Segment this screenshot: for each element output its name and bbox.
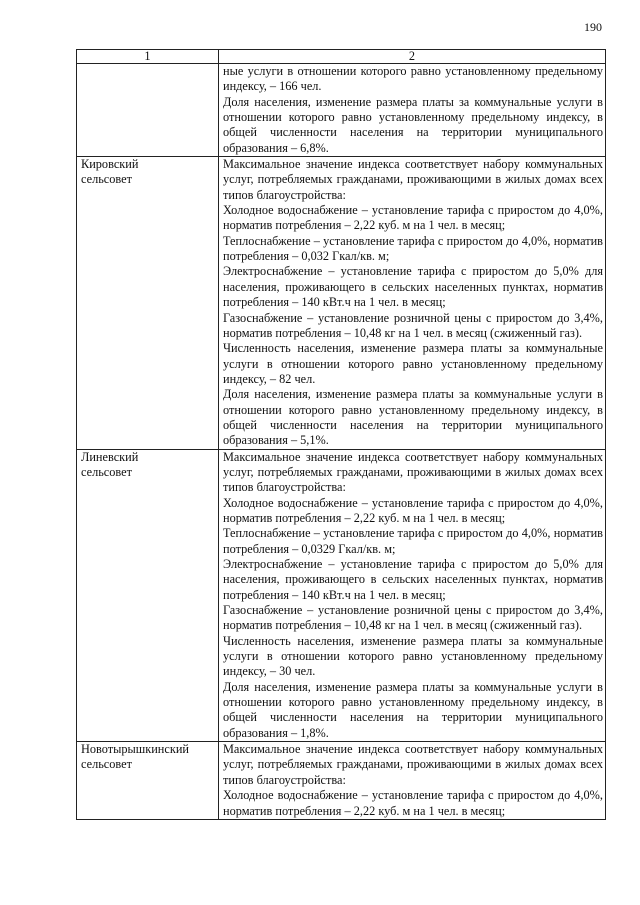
paragraph: Максимальное значение индекса соответствует набору коммунальных услуг, потребляемых гражданами, проживающими в жилых домах всех типов благоустройства:	[223, 157, 603, 202]
locality-cell	[77, 64, 219, 157]
locality-cell	[77, 449, 219, 742]
page-number: 190	[584, 20, 602, 34]
paragraph: Доля населения, изменение размера платы за коммунальные услуги в отношении которого равно установленному предельному индексу, в общей численности населения на территории муниципального образования – 1,8%.	[223, 679, 603, 740]
table-header-row	[77, 50, 606, 64]
table-row-novotyryshkinsky	[77, 742, 606, 820]
paragraph: Численность населения, изменение размера платы за коммунальные услуги в отношении которого равно установленному предельному индексу, – 82 чел.	[223, 341, 603, 386]
description-cell	[219, 742, 606, 820]
column-header-1: 1	[77, 50, 219, 64]
paragraph: Электроснабжение – установление тарифа с приростом до 5,0% для населения, проживающего в сельских населенных пунктах, норматив потребления – 140 кВт.ч на 1 чел. в месяц;	[223, 264, 603, 310]
paragraph: Максимальное значение индекса соответствует набору коммунальных услуг, потребляемых гражданами, проживающими в жилых домах всех типов благоустройства:	[223, 742, 603, 787]
paragraph: Электроснабжение – установление тарифа с приростом до 5,0% для населения, проживающего в сельских населенных пунктах, норматив потребления – 140 кВт.ч на 1 чел. в месяц;	[223, 557, 603, 602]
paragraph: Доля населения, изменение размера платы за коммунальные услуги в отношении которого равно установленному предельному индексу, в общей численности населения на территории муниципального образования – 5,1%.	[223, 387, 603, 448]
description-cell	[219, 449, 606, 742]
paragraph: Холодное водоснабжение – установление тарифа с приростом до 4,0%, норматив потребления – 2,22 куб. м на 1 чел. в месяц;	[223, 203, 603, 233]
indicator-table	[76, 49, 606, 820]
paragraph: Газоснабжение – установление розничной цены с приростом до 3,4%, норматив потребления – 10,48 кг на 1 чел. в месяц (сжиженный газ).	[223, 603, 603, 633]
paragraph: Газоснабжение – установление розничной цены с приростом до 3,4%, норматив потребления – 10,48 кг на 1 чел. в месяц (сжиженный газ).	[223, 310, 603, 340]
locality-name: Кировский сельсовет	[81, 157, 139, 187]
description-cell	[219, 157, 606, 450]
paragraph: Теплоснабжение – установление тарифа с приростом до 4,0%, норматив потребления – 0,0329 Гкал/кв. м;	[223, 526, 603, 556]
table-row-continuation	[77, 64, 606, 157]
table-row-linevsky	[77, 449, 606, 742]
locality-name: Новотырышкинский сельсовет	[81, 742, 189, 772]
column-header-2: 2	[219, 50, 606, 64]
paragraph: Доля населения, изменение размера платы за коммунальные услуги в отношении которого равно установленному предельному индексу, в общей численности населения на территории муниципального образования – 6,8%.	[223, 94, 603, 155]
locality-name: Линевский сельсовет	[81, 449, 139, 479]
locality-cell	[77, 742, 219, 820]
paragraph: Численность населения, изменение размера платы за коммунальные услуги в отношении которого равно установленному предельному индексу, – 30 чел.	[223, 633, 603, 679]
paragraph: Холодное водоснабжение – установление тарифа с приростом до 4,0%, норматив потребления – 2,22 куб. м на 1 чел. в месяц;	[223, 495, 603, 525]
description-cell	[219, 64, 606, 157]
paragraph: ные услуги в отношении которого равно установленному предельному индексу, – 166 чел.	[223, 64, 603, 94]
table-row-kirovsky	[77, 157, 606, 450]
paragraph: Теплоснабжение – установление тарифа с приростом до 4,0%, норматив потребления – 0,032 Гкал/кв. м;	[223, 233, 603, 264]
locality-cell	[77, 157, 219, 450]
paragraph: Максимальное значение индекса соответствует набору коммунальных услуг, потребляемых гражданами, проживающими в жилых домах всех типов благоустройства:	[223, 449, 603, 495]
paragraph: Холодное водоснабжение – установление тарифа с приростом до 4,0%, норматив потребления – 2,22 куб. м на 1 чел. в месяц;	[223, 788, 603, 818]
